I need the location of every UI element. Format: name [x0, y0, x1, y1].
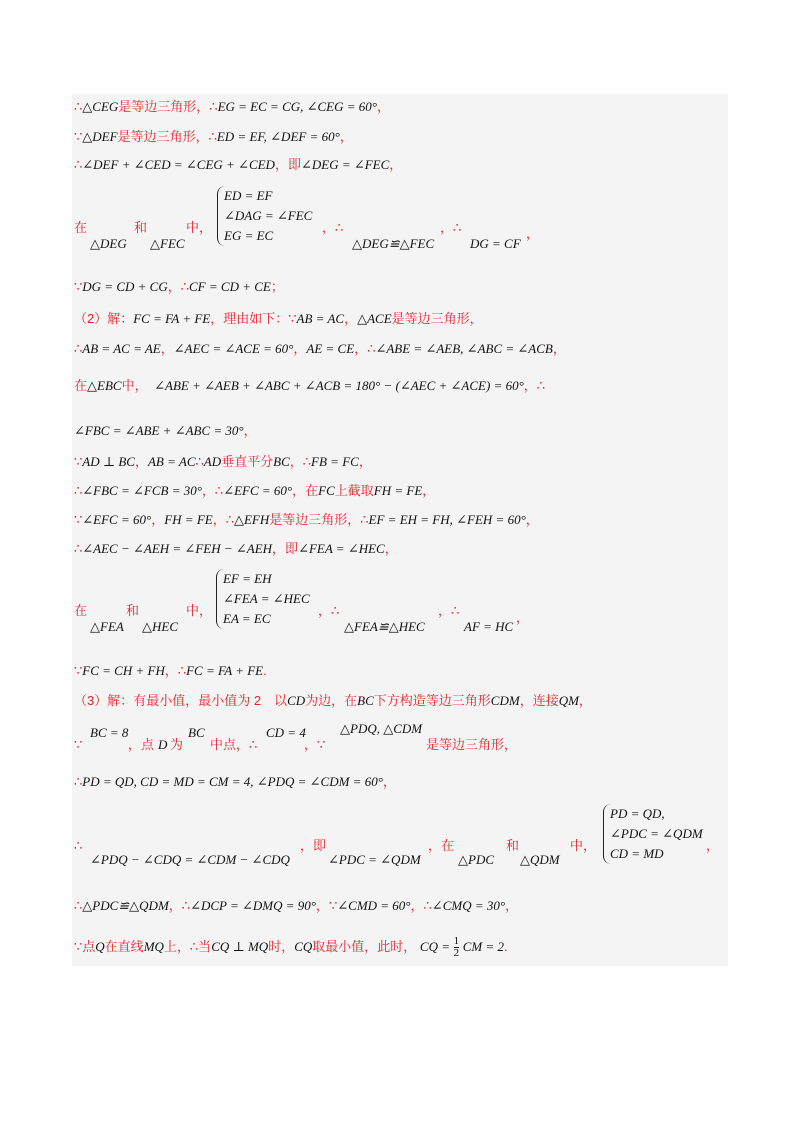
solution-line-8: 在△EBC中， ∠ABE + ∠AEB + ∠ABC + ∠ACB = 180° − (∠AEC + ∠ACE) = 60°，∴: [74, 378, 546, 393]
solution-line-5: ∵DG = CD + CG，∴CF = CD + CE；: [74, 279, 284, 294]
fraction-one-half: $\frac{1}{2}$: [453, 935, 460, 959]
equation-system: ED = EF ∠DAG = ∠FEC EG = EC: [217, 186, 328, 246]
solution-line-9: ∠FBC = ∠ABE + ∠ABC = 30°，: [74, 423, 257, 438]
solution-line-11: ∴∠FBC = ∠FCB = 30°，∴∠EFC = 60°，在FC上截取FH = FE，: [74, 483, 436, 498]
solution-line-7: ∴AB = AC = AE，∠AEC = ∠ACE = 60°，AE = CE，∴∠ABE = ∠AEB, ∠ABC = ∠ACB，: [74, 341, 566, 356]
solution-line-15: ∵FC = CH + FH，∴FC = FA + FE.: [74, 663, 267, 678]
solution-line-13: ∴∠AEC − ∠AEH = ∠FEH − ∠AEH，即∠FEA = ∠HEC，: [74, 541, 398, 556]
solution-line-2: ∵△DEF是等边三角形，∴ED = EF, ∠DEF = 60°，: [74, 129, 353, 144]
solution-line-10: ∵AD ⊥ BC，AB = AC∴AD垂直平分BC，∴FB = FC，: [74, 454, 372, 469]
solution-line-16: （3）解：有最小值，最小值为 2 以CD为边，在BC下方构造等边三角形CDM，连接QM，: [74, 693, 592, 708]
solution-line-12: ∵∠EFC = 60°，FH = FE，∴△EFH是等边三角形，∴EF = EH = FH, ∠FEH = 60°，: [74, 512, 539, 527]
solution-line-1: ∴△CEG是等边三角形，∴EG = EC = CG, ∠CEG = 60°，: [74, 99, 391, 114]
solution-line-6: （2）解：FC = FA + FE，理由如下：∵AB = AC，△ACE是等边三角形，: [74, 311, 483, 326]
solution-line-20: ∴△PDC≌△QDM，∴∠DCP = ∠DMQ = 90°，∵∠CMD = 60°，∴∠CMQ = 30°，: [74, 898, 519, 913]
equation-system: EF = EH ∠FEA = ∠HEC EA = EC: [216, 569, 327, 629]
solution-line-21: ∵点Q在直线MQ上，∴当CQ ⊥ MQ时，CQ取最小值，此时， CQ = $\frac{1}{2}$ CM = 2.: [74, 935, 508, 959]
solution-line-3: ∴∠DEF + ∠CED = ∠CEG + ∠CED，即∠DEG = ∠FEC，: [74, 157, 403, 172]
equation-system: PD = QD, ∠PDC = ∠QDM CD = MD: [603, 804, 712, 864]
solution-line-18: ∴PD = QD, CD = MD = CM = 4, ∠PDQ = ∠CDM = 60°，: [74, 774, 396, 789]
